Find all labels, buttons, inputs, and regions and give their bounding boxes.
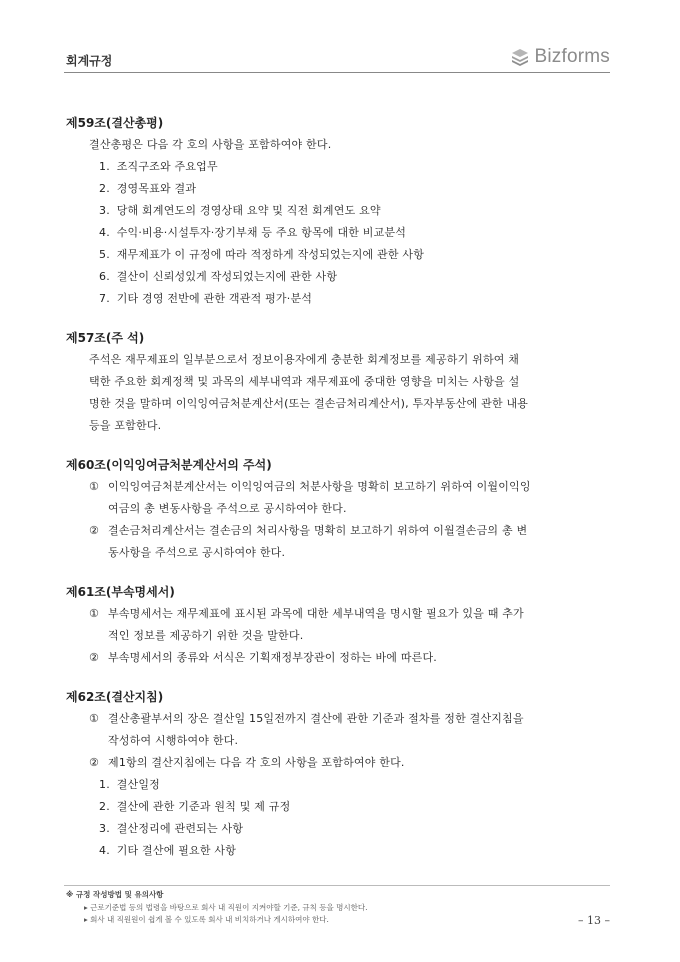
list-item: 7. 기타 경영 전반에 관한 객관적 평가·분석: [99, 292, 313, 305]
list-item: 4. 수익·비용·시설투자·장기부채 등 주요 항목에 대한 비교분석: [99, 226, 407, 239]
clause-item: ② 결손금처리계산서는 결손금의 처리사항을 명확히 보고하기 위하여 이월결손금의 총 변 동사항을 주석으로 공시하여야 한다.: [66, 520, 612, 564]
article-62: [66, 686, 612, 862]
paragraph-line: 택한 주요한 회계정책 및 과목의 세부내역과 재무제표에 중대한 영향을 미치는 사항을 설: [89, 375, 520, 388]
paragraph-line: 주석은 재무제표의 일부분으로서 정보이용자에게 충분한 회계정보를 제공하기 위하여 채: [89, 353, 520, 366]
clause-number: ②: [89, 756, 100, 769]
note-item: ▸ 회사 내 직원원이 쉽게 볼 수 있도록 회사 내 비치하거나 게시하여야 한다.: [84, 915, 329, 924]
layers-icon: [510, 47, 530, 67]
header-divider: [64, 72, 610, 73]
article-61: [66, 581, 612, 669]
article-heading: 제60조(이익잉여금처분계산서의 주석): [66, 458, 272, 472]
article-heading: 제61조(부속명세서): [66, 585, 175, 599]
clause-item: ② 부속명세서의 종류와 서식은 기획재정부장관이 정하는 바에 따른다.: [66, 647, 612, 669]
article-intro: 결산총평은 다음 각 호의 사항을 포함하여야 한다.: [89, 138, 332, 151]
article-paragraph: [66, 349, 612, 437]
list-item: 6. 결산이 신뢰성있게 작성되었는지에 관한 사항: [99, 270, 338, 283]
page-number: – 13 –: [578, 914, 610, 927]
paragraph-line: 명한 것을 말하며 이익잉여금처분계산서(또는 결손금처리계산서), 투자부동산에 관한 내용: [89, 397, 529, 410]
article-59: [66, 112, 612, 310]
article-heading: 제62조(결산지침): [66, 690, 164, 704]
list-item: 5. 재무제표가 이 규정에 따라 적정하게 작성되었는지에 관한 사항: [99, 248, 425, 261]
article-heading: 제57조(주 석): [66, 331, 145, 345]
brand-name: Bizforms: [534, 46, 610, 67]
article-heading: 제59조(결산총평): [66, 116, 164, 130]
bizforms-logo: [510, 46, 611, 68]
paragraph-line: 등을 포함한다.: [89, 419, 162, 432]
clause-number: ①: [89, 607, 100, 620]
footer-notes: [66, 889, 536, 927]
clause-number: ①: [89, 480, 100, 493]
clause-number: ①: [89, 712, 100, 725]
clause-item: ① 이익잉여금처분계산서는 이익잉여금의 처분사항을 명확히 보고하기 위하여 이월이익잉 여금의 총 변동사항을 주석으로 공시하여야 한다.: [66, 476, 612, 520]
footer-divider: [64, 885, 610, 886]
notes-title: ※ 규정 작성방법 및 유의사항: [66, 890, 164, 899]
list-item: 3. 당해 회계연도의 경영상태 요약 및 직전 회계연도 요약: [99, 204, 381, 217]
list-item: 2. 경영목표와 결과: [99, 182, 197, 195]
clause-item: ② 제1항의 결산지침에는 다음 각 호의 사항을 포함하여야 한다.: [66, 752, 612, 774]
page-header: [64, 44, 610, 72]
list-item: 1. 조직구조와 주요업무: [99, 160, 218, 173]
clause-number: ②: [89, 524, 100, 537]
list-item: 1. 결산일정: [99, 778, 161, 791]
clause-item: ① 부속명세서는 재무제표에 표시된 과목에 대한 세부내역을 명시할 필요가 있을 때 추가 적인 정보를 제공하기 위한 것을 말한다.: [66, 603, 612, 647]
list-item: 3. 결산정리에 관련되는 사항: [99, 822, 244, 835]
list-item: 2. 결산에 관한 기준과 원칙 및 제 규정: [99, 800, 291, 813]
article-57: [66, 327, 612, 437]
list-item: 4. 기타 결산에 필요한 사항: [99, 844, 237, 857]
document-body: [66, 112, 612, 879]
article-60: [66, 454, 612, 564]
note-item: ▸ 근로기준법 등의 법령을 바탕으로 회사 내 직원이 지켜야할 기준, 규칙 등을 명시한다.: [84, 902, 368, 912]
clause-number: ②: [89, 651, 100, 664]
clause-item: ① 결산총괄부서의 장은 결산일 15일전까지 결산에 관한 기준과 절차를 정한 결산지침을 작성하여 시행하여야 한다.: [66, 708, 612, 752]
document-title: 회계규정: [66, 54, 113, 68]
